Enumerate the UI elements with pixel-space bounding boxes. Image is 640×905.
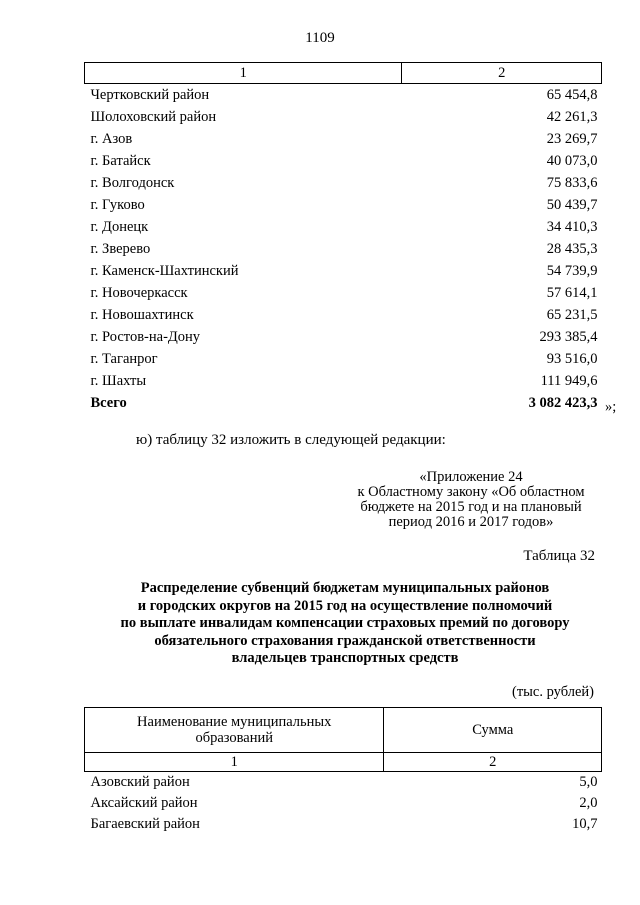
municipality-name: г. Новочеркасск <box>90 285 188 301</box>
amount-value: 65 454,8 <box>546 87 598 103</box>
municipality-name: Аксайский район <box>90 795 198 811</box>
table-row <box>85 282 602 304</box>
municipality-name: Багаевский район <box>90 816 200 832</box>
table-row <box>85 326 602 348</box>
column-number-2: 2 <box>384 753 602 772</box>
column-number-row <box>85 63 602 84</box>
municipality-name: г. Волгодонск <box>90 175 175 191</box>
amount-value: 65 231,5 <box>546 307 598 323</box>
table-row <box>85 260 602 282</box>
amount-value: 111 949,6 <box>540 373 598 389</box>
municipality-name: г. Батайск <box>90 153 151 169</box>
units-label: (тыс. рублей) <box>512 684 594 700</box>
table-row <box>85 814 602 835</box>
column-number-1: 1 <box>85 753 384 772</box>
amount-value: 293 385,4 <box>539 329 598 345</box>
table-row <box>85 772 602 794</box>
table-row <box>85 370 602 392</box>
appendix-line: к Областному закону «Об областном <box>357 484 585 500</box>
total-row <box>85 392 602 414</box>
table-row <box>85 194 602 216</box>
municipality-name: г. Новошахтинск <box>90 307 194 323</box>
table-row <box>85 172 602 194</box>
appendix-line: период 2016 и 2017 годов» <box>388 514 554 530</box>
municipality-name: г. Зверево <box>90 241 151 257</box>
appendix-line: бюджете на 2015 год и на плановый <box>360 499 582 515</box>
title-line: Распределение субвенций бюджетам муниципальных районов <box>140 580 550 596</box>
table-row <box>85 84 602 107</box>
municipality-name: г. Ростов-на-Дону <box>90 329 201 345</box>
total-value: 3 082 423,3 <box>528 395 598 411</box>
amount-value: 10,7 <box>572 816 598 832</box>
closing-quote: »; <box>605 399 617 415</box>
amount-value: 5,0 <box>579 774 598 790</box>
table-label: Таблица 32 <box>523 548 595 564</box>
table-row <box>85 216 602 238</box>
subvention-table <box>84 707 602 835</box>
column-number-row <box>85 753 602 772</box>
table-row <box>85 128 602 150</box>
table-row <box>85 238 602 260</box>
municipality-name: Шолоховский район <box>90 109 217 125</box>
amount-value: 93 516,0 <box>546 351 598 367</box>
total-label: Всего <box>90 395 127 411</box>
title-line: по выплате инвалидам компенсации страховых премий по договору <box>120 615 570 631</box>
page-number: 1109 <box>305 30 335 46</box>
title-line: владельцев транспортных средств <box>231 650 459 666</box>
amendment-instruction: ю) таблицу 32 изложить в следующей редакции: <box>136 432 446 448</box>
amount-value: 50 439,7 <box>546 197 598 213</box>
amount-value: 42 261,3 <box>546 109 598 125</box>
header-municipality <box>85 708 384 753</box>
header-amount: Сумма <box>384 708 602 753</box>
amount-value: 23 269,7 <box>546 131 598 147</box>
amount-value: 57 614,1 <box>546 285 598 301</box>
table-row <box>85 150 602 172</box>
amount-value: 28 435,3 <box>546 241 598 257</box>
amount-value: 54 739,9 <box>546 263 598 279</box>
municipality-name: г. Донецк <box>90 219 149 235</box>
amount-value: 40 073,0 <box>546 153 598 169</box>
column-number-2: 2 <box>402 63 602 84</box>
header-line: Наименование муниципальных <box>137 714 332 730</box>
title-line: и городских округов на 2015 год на осуществление полномочий <box>137 597 553 614</box>
municipality-name: г. Азов <box>90 131 133 147</box>
table-row <box>85 106 602 128</box>
appendix-line: «Приложение 24 <box>419 469 523 485</box>
municipality-name: г. Каменск-Шахтинский <box>90 263 239 279</box>
table-row <box>85 793 602 814</box>
municipality-name: г. Шахты <box>90 373 147 389</box>
amount-value: 2,0 <box>579 795 598 811</box>
distribution-table-continued <box>84 62 602 414</box>
header-row <box>85 708 602 753</box>
municipality-name: Чертковский район <box>90 87 210 103</box>
column-number-1: 1 <box>85 63 402 84</box>
municipality-name: г. Таганрог <box>90 351 158 367</box>
table-row <box>85 348 602 370</box>
municipality-name: Азовский район <box>90 774 190 790</box>
header-line: образований <box>195 730 274 746</box>
municipality-name: г. Гуково <box>90 197 145 213</box>
appendix-reference <box>346 470 596 530</box>
table-title <box>80 580 610 668</box>
title-line: обязательного страхования гражданской ответственности <box>154 632 536 649</box>
amount-value: 75 833,6 <box>546 175 598 191</box>
table-row <box>85 304 602 326</box>
amount-value: 34 410,3 <box>546 219 598 235</box>
